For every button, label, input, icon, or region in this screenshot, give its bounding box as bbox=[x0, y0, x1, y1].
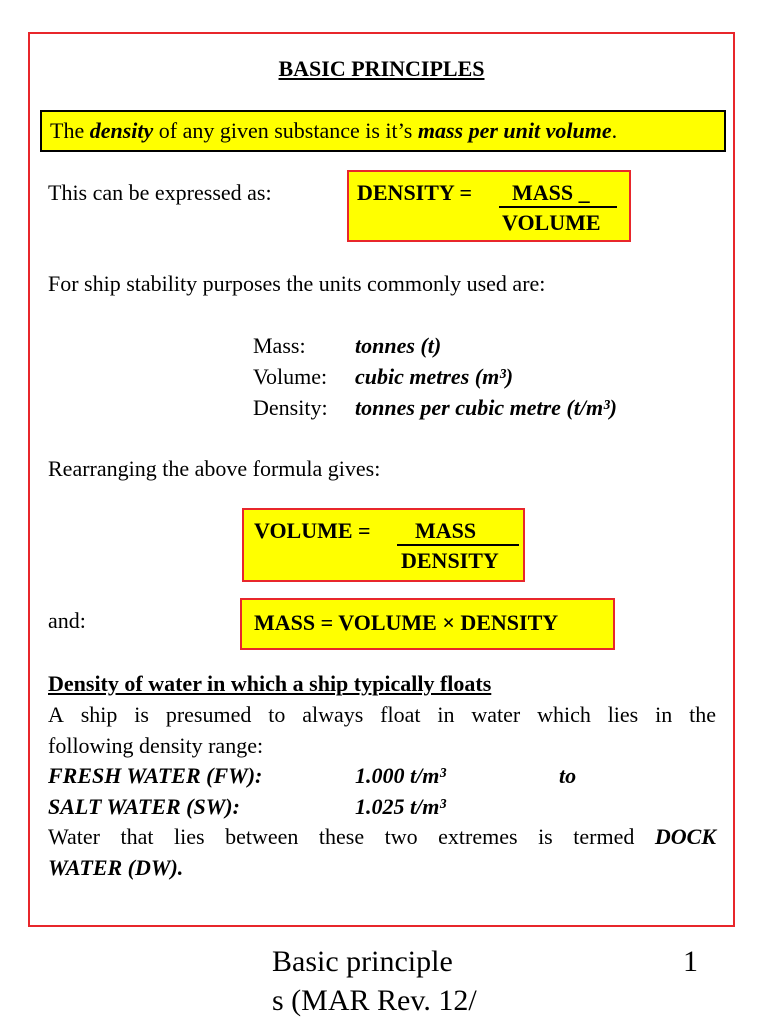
word: extremes bbox=[438, 824, 518, 849]
fresh-water-value: 1.000 t/m³ bbox=[355, 763, 446, 788]
definition-text: . bbox=[611, 118, 618, 143]
page-number: 1 bbox=[683, 945, 698, 978]
word: in bbox=[437, 702, 455, 727]
and-label: and: bbox=[48, 608, 86, 633]
word: always bbox=[302, 702, 364, 727]
formula-text: MASS = VOLUME × DENSITY bbox=[254, 610, 559, 635]
paragraph-line bbox=[48, 824, 716, 850]
definition-text: The bbox=[50, 118, 90, 143]
formula-numerator: MASS _ bbox=[512, 180, 590, 205]
unit-label-volume: Volume: bbox=[253, 364, 328, 389]
fresh-water-label: FRESH WATER (FW): bbox=[48, 763, 263, 788]
word: the bbox=[689, 702, 716, 727]
fraction-bar bbox=[499, 206, 617, 208]
expressed-label: This can be expressed as: bbox=[48, 180, 272, 205]
word: presumed bbox=[165, 702, 252, 727]
footer-text-line1: Basic principle bbox=[272, 945, 453, 978]
footer-text-line2: s (MAR Rev. 12/ bbox=[272, 984, 477, 1017]
word: Water bbox=[48, 824, 100, 849]
volume-formula-box bbox=[242, 508, 525, 582]
unit-value-mass: tonnes (t) bbox=[355, 333, 442, 358]
word: which bbox=[537, 702, 591, 727]
definition-emphasis-density: density bbox=[89, 118, 154, 143]
formula-denominator: VOLUME bbox=[502, 210, 601, 235]
formula-numerator: MASS bbox=[415, 518, 477, 543]
rearrange-text: Rearranging the above formula gives: bbox=[48, 456, 381, 481]
paragraph-line: following density range: bbox=[48, 733, 264, 758]
word: in bbox=[655, 702, 673, 727]
word: is bbox=[134, 702, 149, 727]
word: between bbox=[225, 824, 299, 849]
word: to bbox=[268, 702, 286, 727]
word: water bbox=[471, 702, 521, 727]
section-heading: Density of water in which a ship typically floats bbox=[48, 671, 492, 696]
unit-label-density: Density: bbox=[253, 395, 328, 420]
word: is bbox=[538, 824, 553, 849]
unit-label-mass: Mass: bbox=[253, 333, 306, 358]
range-to: to bbox=[559, 763, 577, 788]
formula-lhs: DENSITY = bbox=[357, 180, 473, 205]
unit-value-volume: cubic metres (m³) bbox=[355, 364, 514, 389]
word: A bbox=[48, 702, 64, 727]
definition-text: of any given substance is it’s bbox=[153, 118, 418, 143]
mass-formula-box bbox=[240, 598, 615, 650]
word: two bbox=[384, 824, 418, 849]
word: ship bbox=[80, 702, 118, 727]
formula-denominator: DENSITY bbox=[401, 548, 499, 573]
word: termed bbox=[573, 824, 635, 849]
word: lies bbox=[607, 702, 639, 727]
formula-lhs: VOLUME = bbox=[254, 518, 371, 543]
salt-water-value: 1.025 t/m³ bbox=[355, 794, 446, 819]
fraction-bar bbox=[397, 544, 519, 546]
word: lies bbox=[174, 824, 205, 849]
page-title: BASIC PRINCIPLES bbox=[278, 56, 485, 81]
dock-water-term: WATER (DW). bbox=[48, 855, 184, 880]
dock-water-emphasis: DOCK bbox=[654, 824, 716, 849]
units-intro: For ship stability purposes the units commonly used are: bbox=[48, 271, 546, 296]
definition-emphasis-mass-per-unit-volume: mass per unit volume bbox=[417, 118, 612, 143]
salt-water-label: SALT WATER (SW): bbox=[48, 794, 240, 819]
definition-box bbox=[40, 110, 726, 152]
paragraph-line bbox=[48, 702, 716, 728]
unit-value-density: tonnes per cubic metre (t/m³) bbox=[355, 395, 618, 420]
word: float bbox=[380, 702, 421, 727]
word: that bbox=[120, 824, 154, 849]
word: these bbox=[318, 824, 365, 849]
density-formula-box bbox=[347, 170, 631, 242]
